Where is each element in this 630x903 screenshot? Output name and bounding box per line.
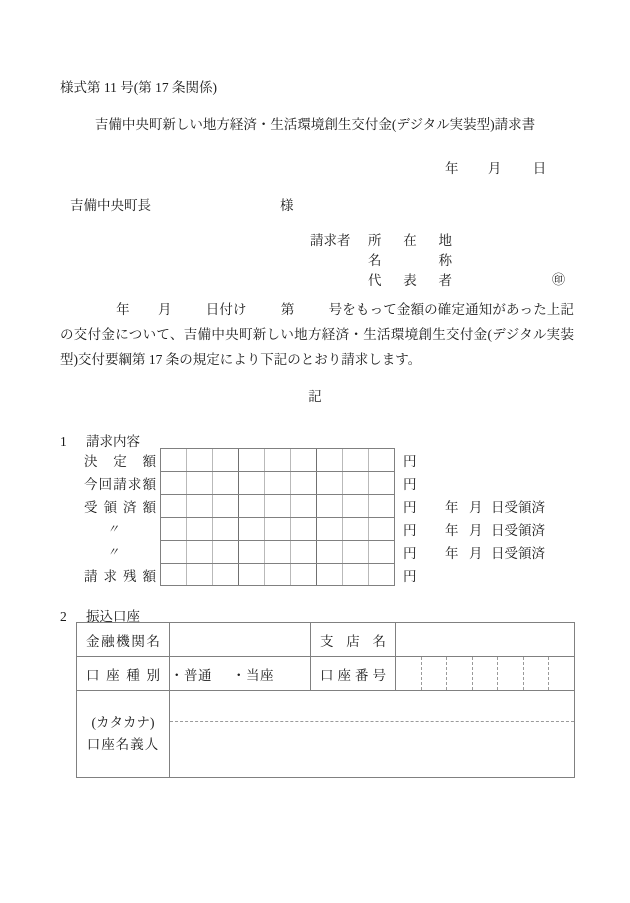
- issue-date-day-label: 日: [532, 161, 547, 176]
- amount-digit-cell[interactable]: [239, 449, 265, 471]
- received-year-label: 年: [445, 522, 459, 538]
- amount-digit-cell[interactable]: [343, 564, 369, 585]
- amount-digit-cell[interactable]: [213, 518, 239, 540]
- claimant-address-label: 所在地: [368, 233, 452, 248]
- amount-digit-cell[interactable]: [239, 495, 265, 517]
- table-row: [76, 563, 545, 586]
- claimant-name-label: 名称: [368, 253, 452, 268]
- amount-row-label-text: 請求残額: [84, 568, 156, 584]
- amount-digit-cell[interactable]: [161, 541, 187, 563]
- section-2-number: 2: [60, 609, 67, 624]
- amount-digit-cell[interactable]: [343, 449, 369, 471]
- account-holder-label-katakana: (カタカナ): [91, 715, 155, 730]
- amount-digit-cell[interactable]: [317, 541, 343, 563]
- account-holder-input[interactable]: [170, 691, 575, 778]
- amount-digit-cell[interactable]: [213, 564, 239, 585]
- amount-digit-cell[interactable]: [369, 564, 395, 585]
- account-number-label-cell: [311, 657, 396, 691]
- amount-digit-grid[interactable]: [160, 494, 395, 517]
- received-month-label: 月: [469, 499, 483, 515]
- amount-digit-cell[interactable]: [213, 449, 239, 471]
- addressee-honorific: 様: [280, 198, 294, 213]
- table-row-bank-name: [77, 623, 575, 657]
- amount-digit-cell[interactable]: [187, 449, 213, 471]
- branch-name-label: 支店名: [320, 633, 386, 649]
- account-type-option-toza[interactable]: ・当座: [232, 667, 274, 683]
- body-date-year: 年: [116, 302, 130, 317]
- document-title: 吉備中央町新しい地方経済・生活環境創生交付金(デジタル実装型)請求書: [94, 117, 536, 132]
- amount-digit-cell[interactable]: [369, 472, 395, 494]
- amount-digit-cell[interactable]: [161, 472, 187, 494]
- received-date-note: [429, 540, 545, 563]
- table-row: [76, 494, 545, 517]
- amount-digit-grid[interactable]: [160, 517, 395, 540]
- bank-name-label: 金融機関名: [86, 633, 160, 649]
- amount-digit-cell[interactable]: [291, 472, 317, 494]
- account-number-cell[interactable]: [447, 657, 473, 690]
- claimant-block: [310, 231, 452, 291]
- received-month-label: 月: [469, 522, 483, 538]
- amount-digit-cell[interactable]: [317, 472, 343, 494]
- seal-icon: ㊞: [552, 272, 566, 287]
- amount-digit-cell[interactable]: [265, 518, 291, 540]
- currency-unit: 円: [403, 499, 417, 515]
- body-number-suffix: 号をもって金額の確定通知があった上記の交付金について、吉備中央町新しい地方経済・生活環境創生交付金(デジタル実装型)交付要綱第 17 条の規定により下記のとおり請求します。: [60, 302, 575, 367]
- amount-digit-cell[interactable]: [317, 518, 343, 540]
- account-holder-label-name: 口座名義人: [86, 737, 160, 752]
- section-2-title: 振込口座: [86, 609, 140, 624]
- amount-digit-cell[interactable]: [187, 541, 213, 563]
- account-number-cell[interactable]: [473, 657, 499, 690]
- account-number-cells: [396, 657, 574, 690]
- amount-row-label: [76, 471, 160, 494]
- amount-digit-cell[interactable]: [239, 472, 265, 494]
- amount-digit-grid[interactable]: [160, 540, 395, 563]
- bank-name-label-cell: [77, 623, 170, 657]
- amount-digit-cell[interactable]: [343, 541, 369, 563]
- amount-digit-cell[interactable]: [291, 541, 317, 563]
- claimant-row-address: [310, 231, 452, 251]
- amount-digit-cell[interactable]: [343, 518, 369, 540]
- amount-digit-cell[interactable]: [265, 495, 291, 517]
- account-number-cell[interactable]: [396, 657, 422, 690]
- amount-digit-grid[interactable]: [160, 471, 395, 494]
- claimant-row-name: [310, 251, 452, 271]
- account-type-label: 口座種別: [86, 667, 160, 683]
- amount-digit-cell[interactable]: [291, 564, 317, 585]
- bank-account-table: [76, 622, 575, 778]
- table-row-account-holder: [77, 691, 575, 778]
- claimant-row-representative: [310, 271, 452, 291]
- body-date-month: 月: [157, 302, 172, 317]
- amount-row-label: 〃: [106, 545, 119, 559]
- account-type-option-futsu[interactable]: ・普通: [170, 667, 212, 683]
- section-1-heading: [60, 430, 140, 450]
- account-number-cell[interactable]: [549, 657, 574, 690]
- body-number-prefix: 第: [280, 302, 295, 317]
- currency-unit: 円: [403, 545, 417, 561]
- account-number-cell[interactable]: [524, 657, 550, 690]
- account-number-cell[interactable]: [422, 657, 448, 690]
- amount-digit-cell[interactable]: [369, 449, 395, 471]
- amount-digit-cell[interactable]: [369, 518, 395, 540]
- amount-row-label: [76, 563, 160, 586]
- amount-digit-cell[interactable]: [265, 449, 291, 471]
- issue-date-year-label: 年: [445, 161, 459, 176]
- received-day-label: 日受領済: [491, 522, 545, 538]
- account-holder-label-cell: [77, 691, 170, 778]
- issue-date-month-label: 月: [487, 161, 502, 176]
- claimant-heading: 請求者: [310, 233, 351, 248]
- table-row-account-type: [77, 657, 575, 691]
- account-number-label: 口座番号: [320, 667, 386, 683]
- amount-row-label-text: 今回請求額: [84, 476, 156, 492]
- amount-digit-cell[interactable]: [239, 518, 265, 540]
- received-year-label: 年: [445, 499, 459, 515]
- received-day-label: 日受領済: [491, 545, 545, 561]
- amount-digit-cell[interactable]: [317, 495, 343, 517]
- bank-name-input[interactable]: [170, 623, 311, 657]
- body-date-day-suffix: 日付け: [205, 302, 247, 317]
- received-date-note: [429, 494, 545, 517]
- currency-unit: 円: [403, 522, 417, 538]
- account-holder-divider: [170, 721, 574, 722]
- table-row: [76, 517, 545, 540]
- amount-digit-cell[interactable]: [161, 518, 187, 540]
- claimant-representative-label: 代表者: [368, 273, 452, 288]
- amount-digit-cell[interactable]: [343, 495, 369, 517]
- amount-digit-cell[interactable]: [213, 541, 239, 563]
- currency-unit: 円: [403, 453, 417, 469]
- amount-table: [76, 448, 545, 586]
- amount-digit-cell[interactable]: [161, 495, 187, 517]
- amount-digit-cell[interactable]: [239, 564, 265, 585]
- amount-digit-cell[interactable]: [343, 472, 369, 494]
- amount-digit-cell[interactable]: [187, 495, 213, 517]
- amount-row-label-text: 決定額: [84, 453, 156, 469]
- received-day-label: 日受領済: [491, 499, 545, 515]
- amount-digit-cell[interactable]: [161, 564, 187, 585]
- amount-digit-cell[interactable]: [265, 541, 291, 563]
- amount-digit-cell[interactable]: [187, 472, 213, 494]
- amount-row-label: [76, 448, 160, 471]
- amount-digit-cell[interactable]: [187, 518, 213, 540]
- amount-digit-grid[interactable]: [160, 448, 395, 471]
- table-row: [76, 448, 545, 471]
- amount-digit-cell[interactable]: [291, 518, 317, 540]
- account-number-cell[interactable]: [498, 657, 524, 690]
- ki-mark: 記: [308, 389, 322, 404]
- form-number: 様式第 11 号(第 17 条関係): [60, 80, 217, 95]
- received-date-note: [429, 517, 545, 540]
- addressee-name: 吉備中央町長: [70, 198, 151, 213]
- branch-name-label-cell: [311, 623, 396, 657]
- amount-digit-cell[interactable]: [265, 472, 291, 494]
- amount-digit-cell[interactable]: [161, 449, 187, 471]
- amount-digit-cell[interactable]: [265, 564, 291, 585]
- amount-digit-cell[interactable]: [291, 449, 317, 471]
- received-month-label: 月: [469, 545, 483, 561]
- amount-digit-cell[interactable]: [317, 449, 343, 471]
- body-paragraph: [60, 297, 574, 372]
- amount-row-label-text: 受領済額: [84, 499, 156, 515]
- amount-row-label: [76, 494, 160, 517]
- amount-digit-cell[interactable]: [317, 564, 343, 585]
- amount-digit-cell[interactable]: [291, 495, 317, 517]
- table-row: [76, 540, 545, 563]
- amount-digit-cell[interactable]: [239, 541, 265, 563]
- account-type-options[interactable]: [170, 657, 311, 691]
- section-1-number: 1: [60, 434, 67, 449]
- amount-digit-cell[interactable]: [369, 495, 395, 517]
- issue-date-line: [445, 157, 546, 177]
- account-number-input[interactable]: [396, 657, 575, 691]
- section-1-title: 請求内容: [86, 434, 140, 449]
- amount-digit-grid[interactable]: [160, 563, 395, 586]
- amount-digit-cell[interactable]: [369, 541, 395, 563]
- received-year-label: 年: [445, 545, 459, 561]
- amount-digit-cell[interactable]: [187, 564, 213, 585]
- currency-unit: 円: [403, 476, 417, 492]
- branch-name-input[interactable]: [396, 623, 575, 657]
- amount-row-label: 〃: [106, 522, 119, 536]
- amount-digit-cell[interactable]: [213, 495, 239, 517]
- account-type-label-cell: [77, 657, 170, 691]
- currency-unit: 円: [403, 568, 417, 584]
- amount-digit-cell[interactable]: [213, 472, 239, 494]
- table-row: [76, 471, 545, 494]
